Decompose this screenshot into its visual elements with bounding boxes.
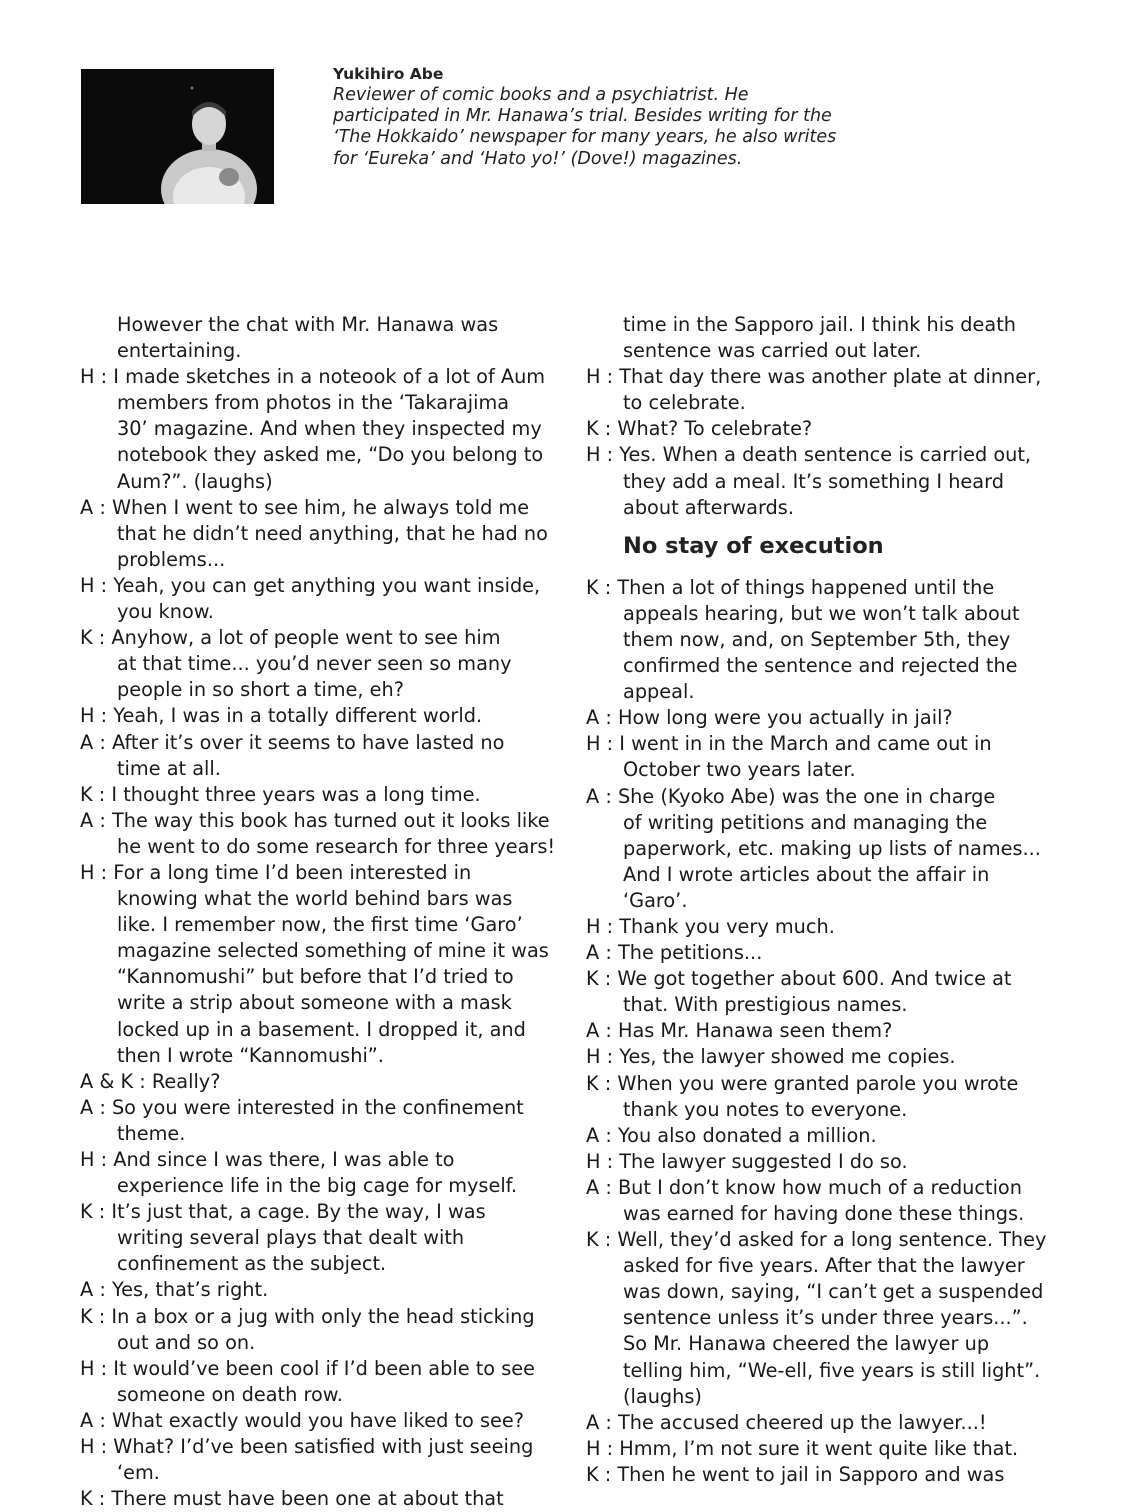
dialogue-line: of writing petitions and managing the bbox=[623, 810, 988, 834]
dialogue-line: locked up in a basement. I dropped it, and bbox=[117, 1017, 526, 1041]
dialogue-line: experience life in the big cage for myself. bbox=[117, 1174, 518, 1198]
dialogue-line: telling him, “We-ell, five years is still light”. bbox=[623, 1358, 1041, 1382]
dialogue-line: (laughs) bbox=[623, 1384, 702, 1408]
bio-description bbox=[333, 85, 933, 170]
dialogue-line: October two years later. bbox=[623, 758, 856, 782]
dialogue-line: about afterwards. bbox=[623, 495, 794, 519]
dialogue-line: write a strip about someone with a mask bbox=[117, 991, 512, 1015]
dialogue-line: ‘Garo’. bbox=[623, 888, 688, 912]
dialogue-line: H : I went in in the March and came out in bbox=[586, 732, 992, 756]
dialogue-line: was down, saying, “I can’t get a suspended bbox=[623, 1280, 1044, 1304]
dialogue-line: A : The accused cheered up the lawyer...! bbox=[586, 1410, 987, 1434]
dialogue-line: they add a meal. It’s something I heard bbox=[623, 469, 1004, 493]
dialogue-line: people in so short a time, eh? bbox=[117, 678, 404, 702]
dialogue-line: A : Yes, that’s right. bbox=[80, 1278, 269, 1302]
dialogue-line: ‘em. bbox=[117, 1461, 160, 1485]
bio-block bbox=[333, 64, 933, 170]
dialogue-line: K : When you were granted parole you wrote bbox=[586, 1071, 1019, 1095]
dialogue-line: time at all. bbox=[117, 756, 221, 780]
dialogue-line: confirmed the sentence and rejected the bbox=[623, 654, 1018, 678]
dialogue-line: A & K : Really? bbox=[80, 1069, 221, 1093]
dialogue-line: was earned for having done these things. bbox=[623, 1202, 1025, 1225]
dialogue-line: H : It would’ve been cool if I’d been able to see bbox=[80, 1356, 535, 1380]
dialogue-line: that he didn’t need anything, that he had no bbox=[117, 521, 548, 545]
dialogue-line: K : We got together about 600. And twice at bbox=[586, 967, 1012, 991]
dialogue-line: entertaining. bbox=[117, 339, 242, 363]
dialogue-line: A : When I went to see him, he always told me bbox=[80, 495, 530, 519]
dialogue-line: A : The way this book has turned out it looks like bbox=[80, 808, 550, 832]
bio-line: ‘The Hokkaido’ newspaper for many years, he also writes bbox=[333, 127, 837, 148]
dialogue-line: And I wrote articles about the affair in bbox=[623, 862, 990, 886]
dialogue-line: H : For a long time I’d been interested in bbox=[80, 860, 472, 884]
section-heading: No stay of execution bbox=[623, 532, 884, 559]
right-bottom-text bbox=[586, 575, 1066, 1488]
dialogue-line: sentence unless it’s under three years...”. bbox=[623, 1306, 1028, 1330]
dialogue-line: appeal. bbox=[623, 680, 695, 704]
dialogue-line: H : And since I was there, I was able to bbox=[80, 1148, 455, 1171]
dialogue-line: H : Thank you very much. bbox=[586, 914, 835, 938]
dialogue-line: H : Yeah, you can get anything you want inside, bbox=[80, 573, 541, 597]
left-column bbox=[80, 312, 570, 1512]
dialogue-line: However the chat with Mr. Hanawa was bbox=[117, 313, 499, 336]
dialogue-line: K : There must have been one at about that bbox=[80, 1487, 504, 1511]
dialogue-line: them now, and, on September 5th, they bbox=[623, 627, 1011, 651]
dialogue-line: K : Then a lot of things happened until the bbox=[586, 575, 995, 599]
dialogue-line: writing several plays that dealt with bbox=[117, 1226, 465, 1250]
dialogue-line: A : But I don’t know how much of a reduction bbox=[586, 1175, 1022, 1199]
dialogue-line: H : Yes. When a death sentence is carried out, bbox=[586, 443, 1032, 467]
dialogue-line: he went to do some research for three years! bbox=[117, 834, 556, 858]
dialogue-line: theme. bbox=[117, 1121, 186, 1145]
dialogue-line: A : Has Mr. Hanawa seen them? bbox=[586, 1019, 893, 1043]
dialogue-line: H : The lawyer suggested I do so. bbox=[586, 1149, 908, 1173]
dialogue-line: K : Well, they’d asked for a long sentence. They bbox=[586, 1228, 1047, 1252]
dialogue-line: knowing what the world behind bars was bbox=[117, 887, 513, 911]
dialogue-line: like. I remember now, the first time ‘Garo’ bbox=[117, 913, 523, 937]
dialogue-line: sentence was carried out later. bbox=[623, 339, 922, 363]
dialogue-line: H : Yeah, I was in a totally different world. bbox=[80, 704, 483, 728]
dialogue-line: H : Yes, the lawyer showed me copies. bbox=[586, 1045, 956, 1069]
bio-name: Yukihiro Abe bbox=[333, 65, 444, 83]
dialogue-line: H : I made sketches in a noteook of a lot of Aum bbox=[80, 365, 546, 389]
dialogue-line: A : You also donated a million. bbox=[586, 1123, 877, 1147]
dialogue-line: K : What? To celebrate? bbox=[586, 417, 813, 441]
dialogue-line: A : What exactly would you have liked to see? bbox=[80, 1408, 524, 1432]
author-photo bbox=[81, 69, 274, 204]
dialogue-line: K : I thought three years was a long time. bbox=[80, 782, 481, 806]
dialogue-line: So Mr. Hanawa cheered the lawyer up bbox=[623, 1332, 990, 1356]
dialogue-line: A : How long were you actually in jail? bbox=[586, 706, 953, 730]
bio-line: participated in Mr. Hanawa’s trial. Besides writing for the bbox=[333, 106, 832, 127]
portrait-image bbox=[81, 69, 274, 204]
dialogue-line: you know. bbox=[117, 600, 214, 624]
right-column bbox=[586, 312, 1066, 1488]
dialogue-line: at that time... you’d never seen so many bbox=[117, 652, 512, 676]
bio-line: Reviewer of comic books and a psychiatrist. He bbox=[333, 85, 749, 105]
dialogue-line: K : In a box or a jug with only the head sticking bbox=[80, 1304, 535, 1328]
dialogue-line: that. With prestigious names. bbox=[623, 993, 908, 1017]
dialogue-line: then I wrote “Kannomushi”. bbox=[117, 1043, 384, 1067]
dialogue-line: confinement as the subject. bbox=[117, 1252, 387, 1276]
dialogue-line: appeals hearing, but we won’t talk about bbox=[623, 601, 1020, 625]
dialogue-line: time in the Sapporo jail. I think his death bbox=[623, 313, 1016, 336]
dialogue-line: paperwork, etc. making up lists of names... bbox=[623, 836, 1041, 860]
dialogue-line: to celebrate. bbox=[623, 391, 746, 415]
dialogue-line: someone on death row. bbox=[117, 1382, 343, 1406]
dialogue-line: out and so on. bbox=[117, 1330, 256, 1354]
dialogue-line: thank you notes to everyone. bbox=[623, 1097, 908, 1121]
dialogue-line: Aum?”. (laughs) bbox=[117, 469, 273, 493]
dialogue-line: H : Hmm, I’m not sure it went quite like that. bbox=[586, 1436, 1019, 1460]
right-top-text bbox=[586, 312, 1066, 521]
dialogue-line: A : So you were interested in the confinement bbox=[80, 1095, 524, 1119]
dialogue-line: notebook they asked me, “Do you belong to bbox=[117, 443, 544, 467]
dialogue-line: A : After it’s over it seems to have lasted no bbox=[80, 730, 505, 754]
dialogue-line: magazine selected something of mine it was bbox=[117, 939, 549, 963]
dialogue-line: K : Anyhow, a lot of people went to see him bbox=[80, 626, 501, 650]
dialogue-line: A : The petitions... bbox=[586, 941, 763, 965]
dialogue-line: A : She (Kyoko Abe) was the one in charge bbox=[586, 784, 996, 808]
dialogue-line: asked for five years. After that the lawyer bbox=[623, 1254, 1025, 1278]
dialogue-line: members from photos in the ‘Takarajima bbox=[117, 391, 510, 415]
dialogue-line: K : Then he went to jail in Sapporo and was bbox=[586, 1462, 1005, 1486]
dialogue-line: problems... bbox=[117, 547, 226, 571]
bio-line: for ‘Eureka’ and ‘Hato yo!’ (Dove!) magazines. bbox=[333, 148, 743, 169]
dialogue-line: K : It’s just that, a cage. By the way, I was bbox=[80, 1200, 486, 1224]
dialogue-line: 30’ magazine. And when they inspected my bbox=[117, 417, 542, 441]
dialogue-line: “Kannomushi” but before that I’d tried to bbox=[117, 965, 514, 989]
dialogue-line: H : What? I’d’ve been satisfied with just seeing bbox=[80, 1435, 534, 1459]
dialogue-line: H : That day there was another plate at dinner, bbox=[586, 365, 1042, 389]
